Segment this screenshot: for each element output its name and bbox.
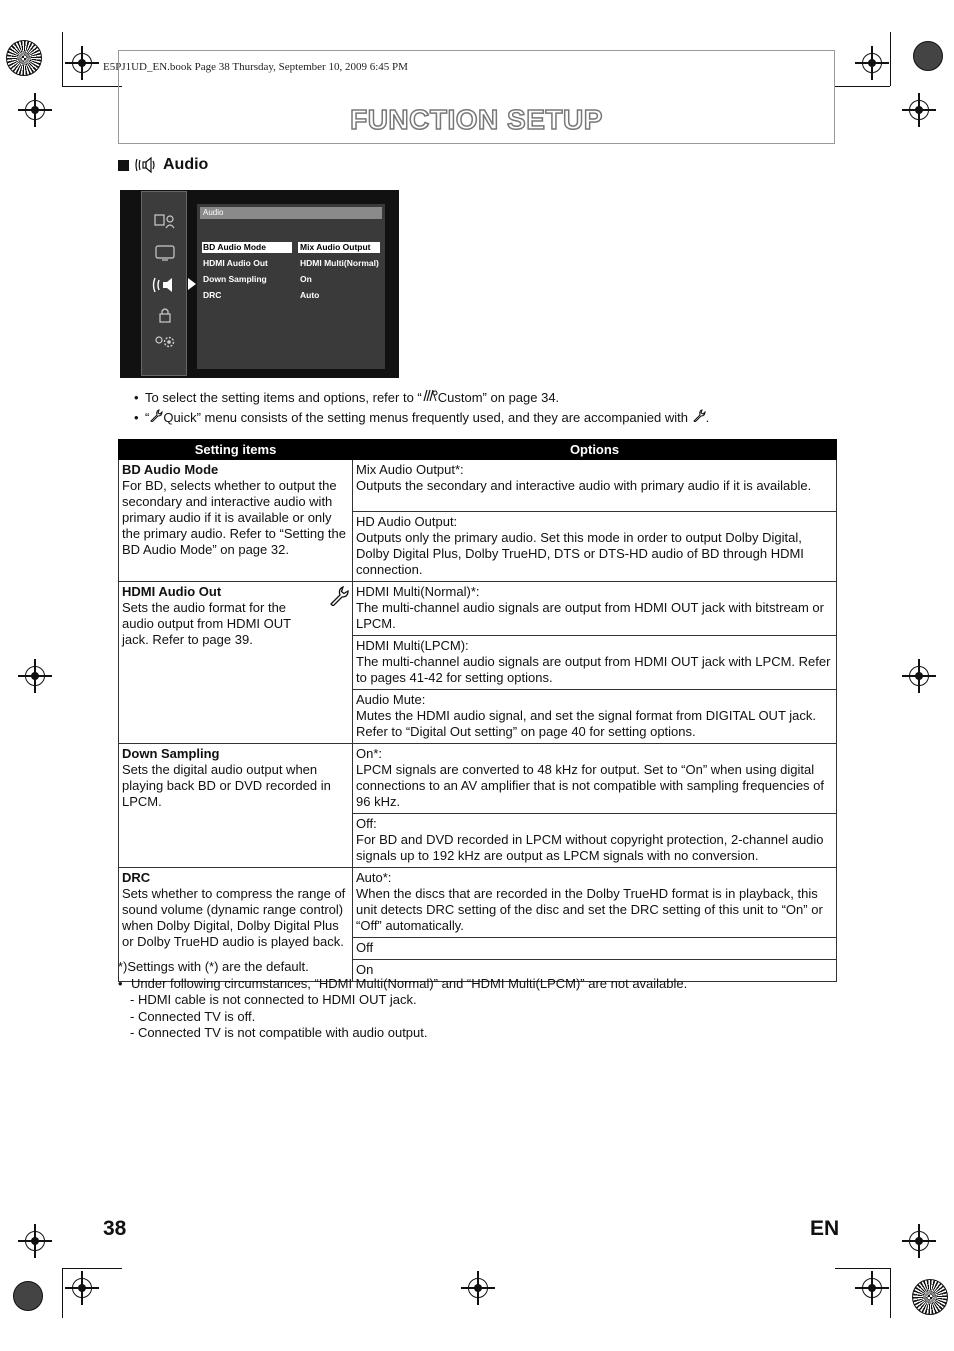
option-cell: Audio Mute: Mutes the HDMI audio signal, and set the signal format from DIGITAL OUT jack. Refer to “Digital Out setting” on page 40 for setting options. [353,690,837,744]
note-item: • To select the setting items and options, refer to “ Custom” on page 34. [134,390,560,405]
page-title: FUNCTION SETUP [350,104,603,135]
osd-menu-screenshot [120,190,399,378]
crosshair-icon [72,53,92,73]
osd-settings-panel [197,204,385,369]
section-heading [118,156,208,174]
osd-lock-icon [152,306,178,324]
book-info-line: E5PJ1UD_EN.book Page 38 Thursday, September 10, 2009 6:45 PM [103,61,408,73]
crosshair-icon [72,1278,92,1298]
language-tag: EN [810,1217,840,1240]
setting-item-title: HDMI Audio Out [122,584,222,599]
wrench-icon [692,409,706,422]
osd-tab-audio: Audio [200,207,382,219]
crosshair-icon [862,1278,882,1298]
square-bullet-icon [118,160,129,171]
footnote-sub-item: - HDMI cable is not connected to HDMI OUT jack. [130,992,417,1007]
osd-system-gear-icon [152,332,178,350]
custom-menu-icon [422,389,438,402]
setting-item-title: BD Audio Mode [122,462,219,477]
footnotes [118,959,687,1042]
settings-table [118,439,837,982]
speaker-audio-icon [135,156,157,174]
osd-row: BD Audio Mode Mix Audio Output [202,242,382,253]
column-header-options: Options [353,440,837,460]
setting-item-cell [119,744,353,868]
crosshair-icon [25,100,45,120]
crosshair-icon [862,53,882,73]
registration-starburst-icon [912,1279,948,1315]
setting-item-title: DRC [122,870,151,885]
option-cell: Auto*: When the discs that are recorded in the Dolby TrueHD format is in playback, this unit detects DRC setting of the disc and set the DRC setting of this unit to “On” or “Off” automatically. [353,868,837,938]
osd-row: HDMI Audio Out HDMI Multi(Normal) [203,258,379,268]
crosshair-icon [25,666,45,686]
setting-item-desc: Sets the digital audio output when playing back BD or DVD recorded in LPCM. [122,762,331,809]
table-row [119,582,837,636]
setting-item-cell [119,582,353,744]
option-cell: Mix Audio Output*: Outputs the secondary and interactive audio with primary audio if it is available. [353,460,837,512]
setting-item-title: Down Sampling [122,746,220,761]
registration-starburst-icon [6,40,42,76]
osd-display-icon [152,244,178,262]
column-header-items: Setting items [119,440,353,460]
footnote-sub-item: - Connected TV is not compatible with audio output. [130,1025,428,1040]
osd-quick-setup-icon [152,212,178,230]
section-title: Audio [163,156,209,173]
option-cell: HDMI Multi(LPCM): The multi-channel audio signals are output from HDMI OUT jack with LPCM. Refer to pages 41-42 for setting options. [353,636,837,690]
registration-circle-icon [13,1281,43,1311]
crosshair-icon [909,100,929,120]
wrench-icon [329,586,349,606]
crosshair-icon [25,1231,45,1251]
note-item: • “ Quick” menu consists of the setting menus frequently used, and they are accompanied with . [134,409,710,425]
page-number: 38 [103,1217,127,1240]
table-row [119,460,837,512]
table-row [119,868,837,938]
osd-row: Down Sampling On [203,274,312,284]
notes-list [134,388,709,427]
crosshair-icon [909,1231,929,1251]
osd-selection-arrow-icon [188,278,196,290]
footnote-bullet: • Under following circumstances, “HDMI Multi(Normal)” and “HDMI Multi(LPCM)” are not available. [118,975,688,991]
osd-category-sidebar [141,191,187,376]
setting-item-desc: Sets the audio format for the audio output from HDMI OUT jack. Refer to page 39. [122,600,291,647]
registration-circle-icon [913,41,943,71]
table-header-row [119,440,837,460]
setting-item-desc: For BD, selects whether to output the secondary and interactive audio with primary audio if it is available or only the primary audio. Refer to “Setting the BD Audio Mode” on page 32. [122,478,347,557]
setting-item-desc: Sets whether to compress the range of sound volume (dynamic range control) when Dolby Digital, Dolby Digital Plus or Dolby TrueHD audio is played back. [122,886,346,949]
osd-audio-icon [152,276,178,294]
option-cell: On [353,960,837,982]
default-note: *)Settings with (*) are the default. [118,959,309,974]
option-cell: On*: LPCM signals are converted to 48 kHz for output. Set to “On” when using digital connections to an AV amplifier that is not compatible with sampling frequencies of 96 kHz. [353,744,837,814]
setting-item-cell [119,460,353,582]
option-cell: HDMI Multi(Normal)*: The multi-channel audio signals are output from HDMI OUT jack with bitstream or LPCM. [353,582,837,636]
option-cell: Off: For BD and DVD recorded in LPCM without copyright protection, 2-channel audio signals up to 192 kHz are output as LPCM signals with no conversion. [353,814,837,868]
footnote-sub-item: - Connected TV is off. [130,1008,256,1024]
wrench-icon [149,409,163,422]
table-row [119,744,837,814]
option-cell: Off [353,938,837,960]
osd-row: DRC Auto [203,290,320,300]
option-cell: HD Audio Output: Outputs only the primary audio. Set this mode in order to output Dolby Digital, Dolby Digital Plus, Dolby TrueHD, DTS or DTS-HD audio of BD through HDMI connection. [353,512,837,582]
crosshair-icon [468,1278,488,1298]
crosshair-icon [909,666,929,686]
